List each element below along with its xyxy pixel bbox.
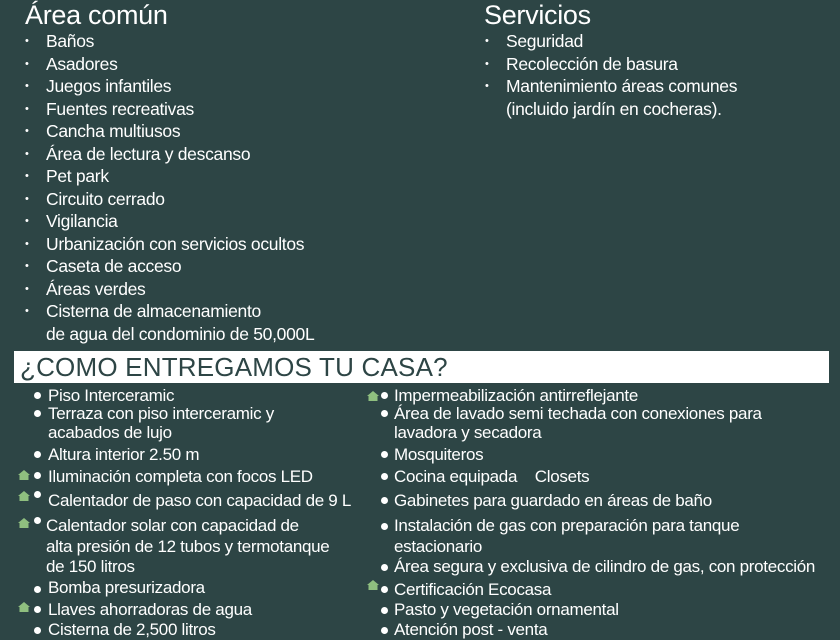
bullet-icon xyxy=(381,607,388,614)
list-item-label: Asadores xyxy=(46,53,118,74)
list-item xyxy=(24,53,314,76)
delivery-banner xyxy=(14,351,829,383)
bullet-icon xyxy=(34,491,41,498)
list-item: Área segura y exclusiva de cilindro de gas, con protección xyxy=(394,557,816,576)
list-item-label: Caseta de acceso xyxy=(46,256,182,276)
bullet-icon xyxy=(381,523,388,530)
list-item xyxy=(24,300,314,323)
bullet-icon xyxy=(34,451,41,458)
list-item-label: de agua del condominio de 50,000L xyxy=(46,323,315,344)
list-item-continuation: estacionario xyxy=(394,537,483,556)
bullet-icon: • xyxy=(485,35,489,47)
list-item-continuation: lavadora y secadora xyxy=(394,423,542,442)
banner-title: ¿COMO ENTREGAMOS TU CASA? xyxy=(20,352,448,382)
list-item xyxy=(24,210,314,233)
green-house-icon xyxy=(18,491,30,501)
bullet-icon: • xyxy=(485,57,489,70)
bullet-icon: • xyxy=(25,305,29,317)
bullet-icon xyxy=(34,586,41,593)
list-item: Llaves ahorradoras de agua xyxy=(48,600,252,619)
bullet-icon xyxy=(381,473,388,480)
list-item: Atención post - venta xyxy=(394,620,548,639)
list-item: Mosquiteros xyxy=(394,445,484,464)
list-item xyxy=(24,255,314,278)
list-item-label: Fuentes recreativas xyxy=(46,98,194,119)
servicios-title: Servicios xyxy=(484,0,591,30)
list-item-label: Seguridad xyxy=(506,31,584,51)
list-item xyxy=(484,75,737,98)
list-item xyxy=(24,143,314,166)
list-item xyxy=(484,30,737,53)
list-item xyxy=(24,98,314,121)
list-item: Instalación de gas con preparación para tanque xyxy=(394,516,740,535)
list-item xyxy=(24,278,314,301)
list-item-label: Urbanización con servicios ocultos xyxy=(46,233,305,254)
bullet-icon xyxy=(34,392,41,399)
bullet-icon xyxy=(381,627,388,634)
list-item: Pasto y vegetación ornamental xyxy=(394,600,619,619)
list-item: Bomba presurizadora xyxy=(48,578,205,597)
list-item: Gabinetes para guardado en áreas de baño xyxy=(394,491,712,510)
list-item-continuation xyxy=(24,323,314,346)
bullet-icon xyxy=(381,392,388,399)
list-item-label: Mantenimiento áreas comunes xyxy=(506,76,738,96)
bullet-icon xyxy=(381,451,388,458)
list-item xyxy=(24,120,314,143)
list-item-label: Juegos infantiles xyxy=(46,76,172,96)
bullet-icon: • xyxy=(25,35,29,47)
list-item: Cocina equipada Closets xyxy=(394,467,590,486)
green-house-icon xyxy=(18,518,30,528)
list-item: Altura interior 2.50 m xyxy=(48,445,200,464)
bullet-icon xyxy=(34,627,41,634)
list-item xyxy=(24,75,314,98)
list-item-label: Área de lectura y descanso xyxy=(46,143,251,164)
bullet-icon: • xyxy=(25,215,29,227)
list-item-label: Vigilancia xyxy=(46,211,118,231)
list-item: Impermeabilización antirreflejante xyxy=(394,386,638,405)
list-item-label: Baños xyxy=(46,31,95,51)
list-item xyxy=(484,53,737,76)
list-item xyxy=(24,188,314,211)
list-item-continuation: alta presión de 12 tubos y termotanque xyxy=(46,537,330,556)
servicios-list xyxy=(484,30,737,120)
bullet-icon xyxy=(381,410,388,417)
area-comun-list xyxy=(24,30,314,345)
list-item-label: Áreas verdes xyxy=(46,278,146,299)
area-comun-title: Área común xyxy=(25,0,168,30)
list-item-label: Cisterna de almacenamiento xyxy=(46,301,261,321)
bullet-icon: • xyxy=(25,147,29,160)
list-item-continuation xyxy=(484,98,737,121)
green-house-icon xyxy=(367,391,379,401)
list-item: Certificación Ecocasa xyxy=(394,580,552,599)
bullet-icon: • xyxy=(25,170,29,182)
list-item-label: Cancha multiusos xyxy=(46,121,181,141)
list-item: Cisterna de 2,500 litros xyxy=(48,620,216,639)
list-item-label: (incluido jardín en cocheras). xyxy=(506,98,722,119)
green-house-icon xyxy=(18,470,30,480)
list-item: Iluminación completa con focos LED xyxy=(48,467,313,486)
list-item-label: Circuito cerrado xyxy=(46,188,165,209)
list-item: Área de lavado semi techada con conexiones para xyxy=(394,404,762,423)
list-item-label: Recolección de basura xyxy=(506,53,678,74)
bullet-icon: • xyxy=(25,282,29,295)
list-item-continuation: acabados de lujo xyxy=(48,423,172,442)
bullet-icon: • xyxy=(25,125,29,137)
bullet-icon xyxy=(34,606,41,613)
list-item xyxy=(24,233,314,256)
bullet-icon xyxy=(381,586,388,593)
bullet-icon: • xyxy=(25,237,29,250)
bullet-icon xyxy=(34,410,41,417)
list-item xyxy=(24,165,314,188)
list-item: Calentador solar con capacidad de xyxy=(46,516,299,535)
list-item-label: Pet park xyxy=(46,166,109,186)
list-item: Piso Interceramic xyxy=(48,386,175,405)
list-item: Terraza con piso interceramic y xyxy=(48,404,274,423)
list-item xyxy=(24,30,314,53)
bullet-icon: • xyxy=(25,102,29,115)
bullet-icon: • xyxy=(25,57,29,70)
list-item-continuation: de 150 litros xyxy=(46,557,135,576)
bullet-icon xyxy=(381,564,388,571)
list-item: Calentador de paso con capacidad de 9 L xyxy=(48,491,352,510)
bullet-icon: • xyxy=(25,192,29,205)
bullet-icon xyxy=(34,472,41,479)
bullet-icon xyxy=(34,517,41,524)
bullet-icon: • xyxy=(25,80,29,92)
bullet-icon: • xyxy=(485,80,489,92)
bullet-icon xyxy=(381,497,388,504)
green-house-icon xyxy=(367,580,379,590)
bullet-icon: • xyxy=(25,260,29,272)
green-house-icon xyxy=(18,602,30,612)
